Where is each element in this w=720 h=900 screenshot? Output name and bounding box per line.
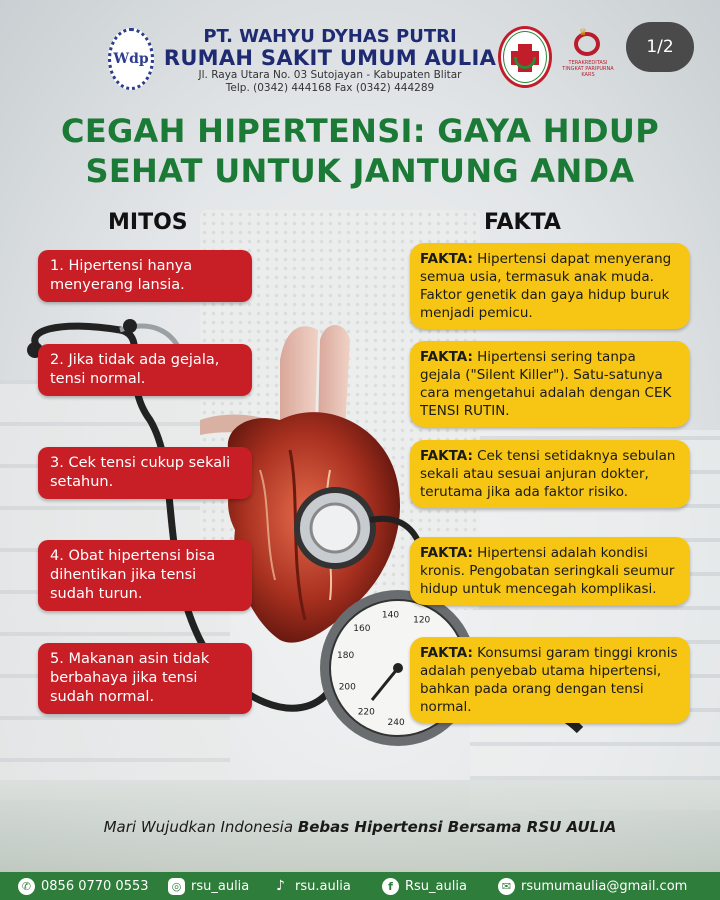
myth-card bbox=[38, 250, 252, 302]
fact-text: Konsumsi garam tinggi kronis adalah penyebab utama hipertensi, bahkan pada orang dengan tensi normal. bbox=[420, 645, 678, 715]
gauge-tick-label: 120 bbox=[413, 615, 431, 626]
fact-card bbox=[410, 637, 690, 723]
fact-text: Cek tensi setidaknya sebulan sekali atau sesuai anjuran dokter, terutama jika ada faktor risiko. bbox=[420, 448, 676, 500]
fact-card bbox=[410, 341, 690, 427]
title-line-1: CEGAH HIPERTENSI: GAYA HIDUP bbox=[61, 112, 659, 150]
gauge-tick-label: 160 bbox=[353, 623, 371, 634]
hospital-phone: Telp. (0342) 444168 Fax (0342) 444289 bbox=[225, 82, 435, 94]
kars-accreditation-logo: ♛ TERAKREDITASI TINGKAT PARIPURNA KARS bbox=[560, 32, 616, 80]
facebook-icon: f bbox=[382, 878, 399, 895]
myth-text: 3. Cek tensi cukup sekali setahun. bbox=[50, 455, 231, 490]
fact-label: FAKTA: bbox=[420, 448, 473, 464]
title-line-2: SEHAT UNTUK JANTUNG ANDA bbox=[85, 152, 635, 190]
fact-text: Hipertensi adalah kondisi kronis. Pengobatan seringkali seumur hidup untuk mencegah komplikasi. bbox=[420, 545, 675, 597]
myth-card bbox=[38, 540, 252, 611]
footer-email[interactable] bbox=[498, 876, 687, 896]
company-logo-text: Wdp bbox=[113, 51, 149, 67]
fact-text: Hipertensi dapat menyerang semua usia, termasuk anak muda. Faktor genetik dan gaya hidup buruk menjadi pemicu. bbox=[420, 251, 672, 321]
tagline bbox=[0, 818, 720, 836]
facebook-handle: Rsu_aulia bbox=[405, 878, 467, 894]
page-indicator[interactable]: 1/2 bbox=[626, 22, 694, 72]
fact-label: FAKTA: bbox=[420, 349, 473, 365]
earpiece-icon-2 bbox=[123, 319, 137, 333]
gauge-tick-label: 180 bbox=[337, 650, 355, 661]
tiktok-handle: rsu.aulia bbox=[295, 878, 351, 894]
myth-text: 5. Makanan asin tidak berbahaya jika tensi sudah normal. bbox=[50, 651, 210, 705]
tagline-bold-text: Bebas Hipertensi Bersama RSU AULIA bbox=[297, 818, 617, 836]
email-address: rsumumaulia@gmail.com bbox=[521, 878, 688, 894]
tiktok-icon: ♪ bbox=[276, 878, 285, 894]
gauge-tick-label: 140 bbox=[381, 610, 400, 621]
fact-text: Hipertensi sering tanpa gejala ("Silent Killer"). Satu-satunya cara mengetahui adalah dengan CEK TENSI RUTIN. bbox=[420, 349, 672, 419]
hospital-name: RUMAH SAKIT UMUM AULIA bbox=[163, 46, 497, 70]
footer-whatsapp[interactable] bbox=[18, 876, 149, 896]
footer-bar bbox=[0, 872, 720, 900]
email-icon: ✉ bbox=[498, 878, 515, 895]
whatsapp-number: 0856 0770 0553 bbox=[41, 878, 149, 894]
fact-card bbox=[410, 440, 690, 508]
myth-text: 2. Jika tidak ada gejala, tensi normal. bbox=[50, 352, 220, 387]
footer-facebook[interactable] bbox=[382, 876, 467, 896]
hospital-address: Jl. Raya Utara No. 03 Sutojayan - Kabupaten Blitar bbox=[198, 69, 462, 81]
gauge-tick-label: 220 bbox=[357, 707, 375, 718]
instagram-icon: ◎ bbox=[168, 878, 185, 895]
company-name: PT. WAHYU DYHAS PUTRI bbox=[203, 26, 457, 47]
footer-tiktok[interactable] bbox=[272, 876, 351, 896]
fact-label: FAKTA: bbox=[420, 645, 473, 661]
fact-label: FAKTA: bbox=[420, 545, 473, 561]
fact-card bbox=[410, 243, 690, 329]
fact-card bbox=[410, 537, 690, 605]
tagline-text: Mari Wujudkan Indonesia bbox=[103, 818, 298, 836]
myth-text: 4. Obat hipertensi bisa dihentikan jika tensi sudah turun. bbox=[50, 548, 216, 602]
instagram-handle: rsu_aulia bbox=[191, 878, 250, 894]
myth-card bbox=[38, 643, 252, 714]
whatsapp-icon: ✆ bbox=[18, 878, 35, 895]
mitos-heading: MITOS bbox=[108, 210, 188, 235]
myth-card bbox=[38, 344, 252, 396]
myth-card bbox=[38, 447, 252, 499]
kars-text: TERAKREDITASI TINGKAT PARIPURNA KARS bbox=[562, 60, 614, 78]
fact-label: FAKTA: bbox=[420, 251, 473, 267]
myth-text: 1. Hipertensi hanya menyerang lansia. bbox=[50, 258, 193, 293]
gauge-tick-label: 200 bbox=[338, 682, 356, 693]
gauge-tick-label: 240 bbox=[387, 718, 405, 728]
fakta-heading: FAKTA bbox=[484, 210, 561, 235]
footer-instagram[interactable] bbox=[168, 876, 249, 896]
